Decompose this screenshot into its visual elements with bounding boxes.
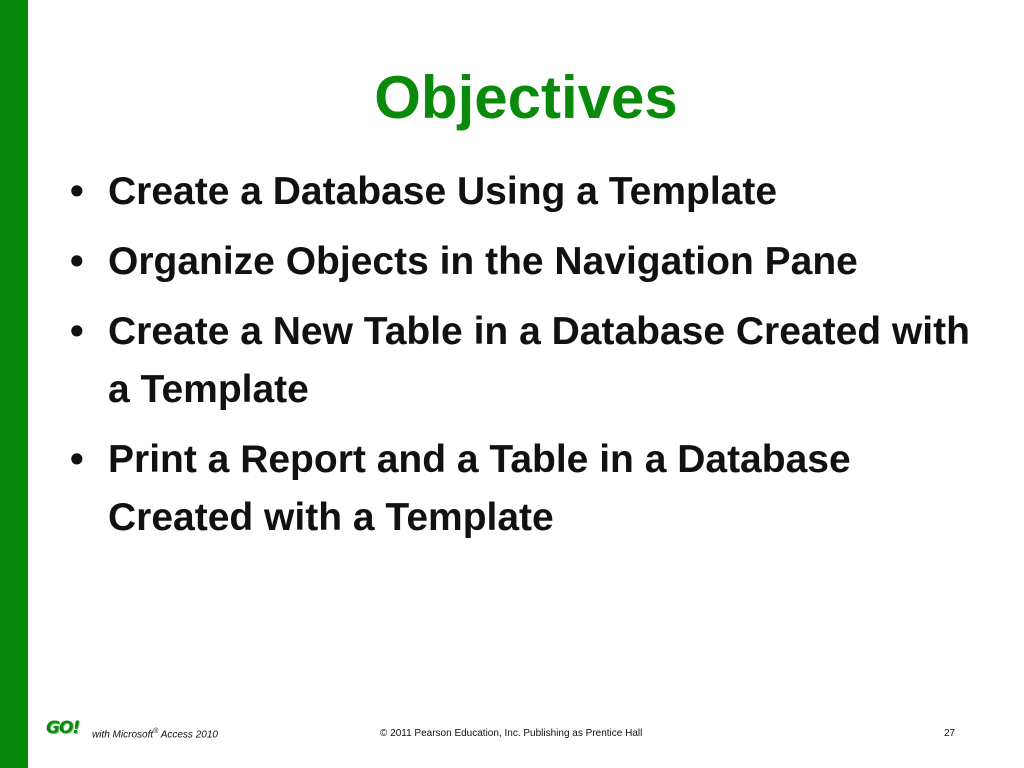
product-suffix: Access 2010 bbox=[158, 729, 218, 741]
list-item bbox=[70, 303, 1000, 419]
product-prefix: with Microsoft bbox=[92, 729, 154, 741]
bullet-text: Print a Report and a Table in a Database Created with a Template bbox=[108, 438, 851, 539]
bullet-icon: • bbox=[70, 310, 84, 353]
registered-mark: ® bbox=[153, 728, 159, 735]
go-logo: GO! bbox=[46, 718, 80, 738]
slide-footer bbox=[0, 716, 1024, 756]
bullet-text: Create a New Table in a Database Created with a Template bbox=[108, 310, 970, 411]
slide-title: Objectives bbox=[374, 64, 678, 131]
list-item bbox=[70, 233, 1000, 291]
list-item bbox=[70, 163, 1000, 221]
footer-product-name bbox=[92, 728, 218, 740]
bullet-text: Create a Database Using a Template bbox=[108, 170, 778, 213]
bullet-text: Organize Objects in the Navigation Pane bbox=[108, 240, 858, 283]
footer-copyright: © 2011 Pearson Education, Inc. Publishing as Prentice Hall bbox=[380, 728, 643, 739]
objectives-list bbox=[70, 163, 1000, 559]
bullet-icon: • bbox=[70, 438, 84, 481]
page-number: 27 bbox=[944, 728, 956, 739]
bullet-icon: • bbox=[70, 170, 84, 213]
left-accent-bar bbox=[0, 0, 28, 768]
list-item bbox=[70, 431, 1000, 547]
bullet-icon: • bbox=[70, 240, 84, 283]
